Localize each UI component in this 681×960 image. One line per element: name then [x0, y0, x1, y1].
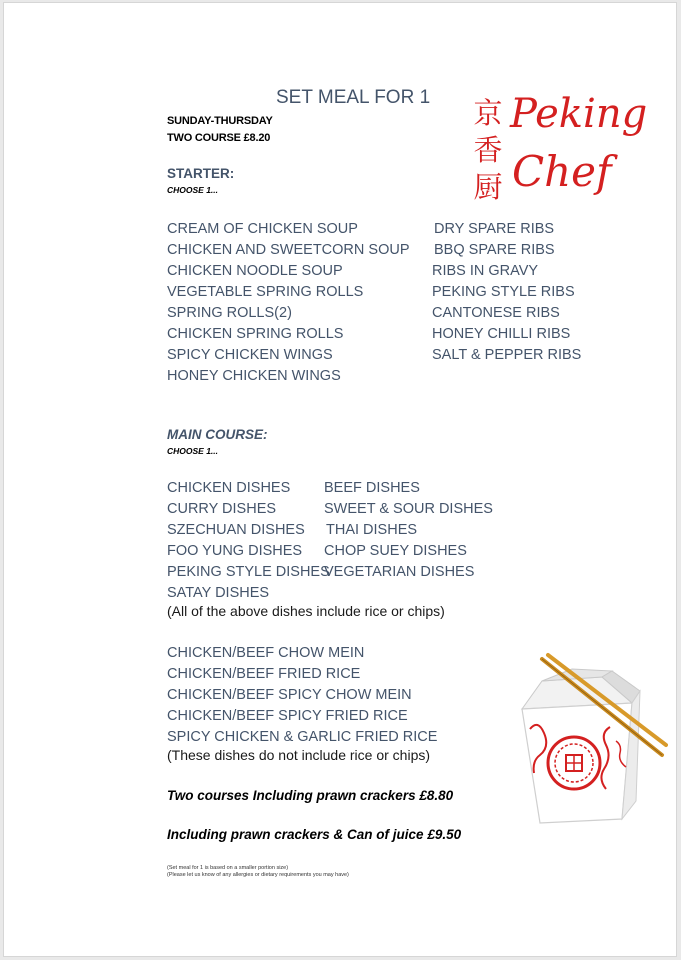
list-item: CHICKEN SPRING ROLLS	[167, 326, 344, 342]
list-item: DRY SPARE RIBS	[434, 221, 555, 237]
list-item: SATAY DISHES	[167, 585, 270, 601]
main-left-column	[167, 478, 330, 604]
main-course-heading: MAIN COURSE:	[167, 427, 268, 442]
offer-line-1: Two courses Including prawn crackers £8.80	[167, 788, 454, 803]
list-item: BBQ SPARE RIBS	[434, 242, 555, 258]
list-item: CHICKEN AND SWEETCORN SOUP	[167, 242, 410, 258]
starter-right-column	[432, 219, 581, 366]
list-item: CHICKEN NOODLE SOUP	[167, 263, 343, 279]
list-item: PEKING STYLE DISHES	[167, 564, 330, 580]
logo-chinese	[472, 95, 504, 206]
list-item: CHICKEN/BEEF SPICY FRIED RICE	[167, 708, 408, 724]
noodle-rice-list	[167, 643, 437, 748]
logo-line-2: Chef	[512, 147, 612, 196]
list-item: CANTONESE RIBS	[432, 305, 560, 321]
days-label: SUNDAY-THURSDAY	[167, 115, 273, 127]
main-course-note: (All of the above dishes include rice or chips)	[167, 603, 445, 619]
starter-heading: STARTER:	[167, 166, 235, 181]
list-item: SWEET & SOUR DISHES	[324, 501, 493, 517]
list-item: THAI DISHES	[326, 522, 418, 538]
offer-line-2: Including prawn crackers & Can of juice £9.50	[167, 827, 462, 842]
list-item: VEGETARIAN DISHES	[324, 564, 475, 580]
list-item: CURRY DISHES	[167, 501, 277, 517]
logo-char: 香	[473, 133, 503, 167]
list-item: CHOP SUEY DISHES	[324, 543, 467, 559]
list-item: CREAM OF CHICKEN SOUP	[167, 221, 358, 237]
price-label: TWO COURSE £8.20	[167, 132, 271, 144]
list-item: CHICKEN DISHES	[167, 480, 291, 496]
list-item: RIBS IN GRAVY	[432, 263, 539, 279]
takeaway-box-icon	[512, 651, 668, 831]
logo-char: 京	[473, 96, 503, 130]
list-item: SPRING ROLLS(2)	[167, 305, 292, 321]
list-item: PEKING STYLE RIBS	[432, 284, 575, 300]
list-item: CHICKEN/BEEF CHOW MEIN	[167, 645, 365, 661]
list-item: CHICKEN/BEEF SPICY CHOW MEIN	[167, 687, 412, 703]
logo-line-1: Peking	[510, 91, 648, 137]
starter-choose: CHOOSE 1...	[167, 185, 219, 195]
list-item: VEGETABLE SPRING ROLLS	[167, 284, 364, 300]
list-item: SPICY CHICKEN & GARLIC FRIED RICE	[167, 729, 438, 745]
list-item: HONEY CHILLI RIBS	[432, 326, 571, 342]
page-title: SET MEAL FOR 1	[276, 87, 431, 108]
list-item: FOO YUNG DISHES	[167, 543, 303, 559]
logo-char: 厨	[473, 170, 503, 204]
list-item: BEEF DISHES	[324, 480, 420, 496]
main-right-column	[324, 478, 493, 583]
footnote-1: (Set meal for 1 is based on a smaller portion size)	[167, 865, 289, 871]
list-item: SALT & PEPPER RIBS	[432, 347, 582, 363]
menu-page	[3, 2, 677, 957]
starter-left-column	[167, 219, 410, 387]
main-course-choose: CHOOSE 1...	[167, 446, 219, 456]
list-item: SZECHUAN DISHES	[167, 522, 305, 538]
list-item: HONEY CHICKEN WINGS	[167, 368, 341, 384]
noodle-rice-note: (These dishes do not include rice or chips)	[167, 747, 431, 763]
footnote-2: (Please let us know of any allergies or dietary requirements you may have)	[167, 872, 349, 878]
list-item: SPICY CHICKEN WINGS	[167, 347, 333, 363]
list-item: CHICKEN/BEEF FRIED RICE	[167, 666, 361, 682]
